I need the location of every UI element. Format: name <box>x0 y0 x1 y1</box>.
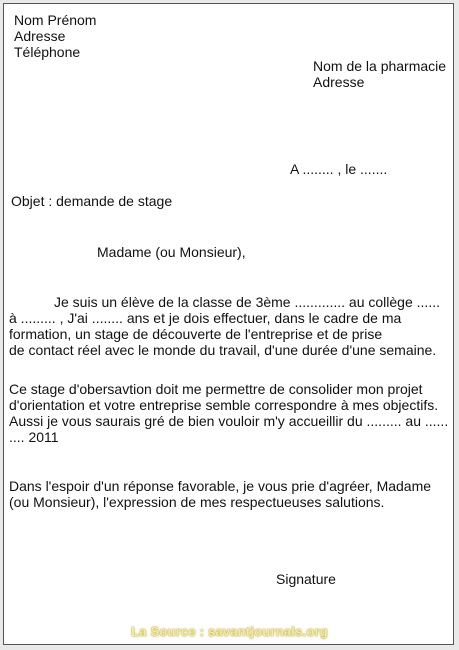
paragraph-3 <box>9 478 431 510</box>
letter-page <box>3 3 454 645</box>
paragraph-2-line: Aussi je vous saurais gré de bien vouloir m'y accueillir du ......... au ...... <box>9 413 449 429</box>
paragraph-2-line: Ce stage d'obersavtion doit me permettre de consolider mon projet <box>9 381 423 397</box>
paragraph-1-line: à ......... , J'ai ........ ans et je dois effectuer, dans le cadre de ma <box>9 310 402 326</box>
paragraph-3-line: (ou Monsieur), l'expression de mes respectueuses salutions. <box>9 494 385 510</box>
paragraph-2 <box>9 381 448 445</box>
date-line: A ........ , le ....... <box>290 161 388 177</box>
sender-address: Adresse <box>14 28 66 44</box>
paragraph-1 <box>9 294 440 358</box>
paragraph-1-line: formation, un stage de découverte de l'entreprise et de prise <box>9 326 383 342</box>
paragraph-2-line: d'orientation et votre entreprise semble correspondre à mes objectifs. <box>9 397 439 413</box>
sender-block <box>14 12 96 60</box>
recipient-address: Adresse <box>313 74 365 90</box>
paragraph-2-line: .... 2011 <box>9 429 59 445</box>
paragraph-1-line: de contact réel avec le monde du travail, d'une durée d'une semaine. <box>9 342 437 358</box>
source-watermark: La Source : savantjournals.org <box>131 624 328 639</box>
recipient-pharmacy-name: Nom de la pharmacie <box>313 58 447 74</box>
salutation: Madame (ou Monsieur), <box>97 244 246 260</box>
signature-label: Signature <box>276 571 336 587</box>
recipient-block <box>313 58 446 90</box>
sender-name: Nom Prénom <box>14 12 97 28</box>
object-line: Objet : demande de stage <box>11 193 173 209</box>
sender-phone: Téléphone <box>14 44 81 60</box>
paragraph-3-line: Dans l'espoir d'un réponse favorable, je vous prie d'agréer, Madame <box>9 478 432 494</box>
paragraph-1-line: Je suis un élève de la classe de 3ème ............. au collège ...... <box>54 294 440 310</box>
